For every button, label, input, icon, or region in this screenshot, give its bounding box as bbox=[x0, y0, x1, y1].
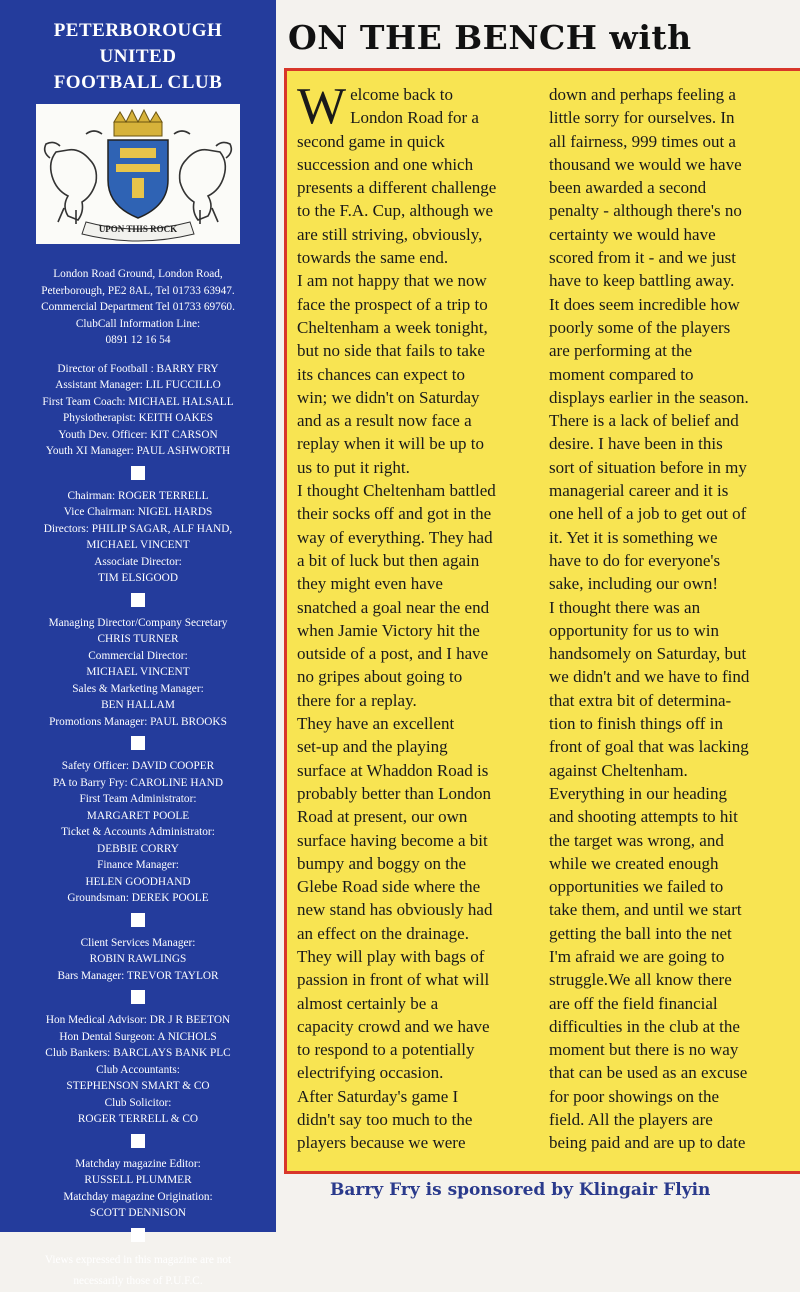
article-line: their socks off and got in the bbox=[297, 504, 492, 524]
advisors-line: ROGER TERRELL & CO bbox=[77, 1113, 199, 1125]
article-line: opportunities we failed to bbox=[549, 877, 724, 897]
article-line: sort of situation before in my bbox=[549, 457, 747, 477]
article-line: tion to finish things off in bbox=[549, 714, 723, 734]
article-line: its chances can expect to bbox=[297, 364, 466, 384]
admin-line: MARGARET POOLE bbox=[86, 809, 190, 822]
management-line: Promotions Manager: PAUL BROOKS bbox=[49, 715, 227, 728]
advisors-line: Club Accountants: bbox=[96, 1063, 180, 1076]
article-line: didn't say too much to the bbox=[297, 1110, 473, 1130]
admin-line: Ticket & Accounts Administrator: bbox=[61, 826, 215, 838]
management-line: Commercial Director: bbox=[88, 649, 188, 662]
advisors-line: Club Solicitor: bbox=[104, 1096, 172, 1109]
staff-line: Physiotherapist: KEITH OAKES bbox=[63, 412, 213, 424]
article-line: but no side that fails to take bbox=[297, 341, 485, 361]
advisors-list bbox=[0, 1012, 276, 1128]
board-line: Chairman: ROGER TERRELL bbox=[67, 489, 209, 502]
article-line: are still striving, obviously, bbox=[297, 224, 483, 244]
article-line: thousand we would we have bbox=[549, 154, 742, 174]
admin-line: Groundsman: DEREK POOLE bbox=[67, 892, 209, 904]
article-line: scored from it - and we just bbox=[549, 248, 736, 268]
article-line: against Cheltenham. bbox=[549, 760, 688, 780]
advisors-line: STEPHENSON SMART & CO bbox=[66, 1080, 210, 1092]
article-column-2 bbox=[549, 83, 800, 1155]
article-line: second game in quick bbox=[297, 131, 445, 151]
article-headline: ON THE BENCH with bbox=[288, 18, 692, 57]
article-line: have to do for everyone's bbox=[549, 550, 721, 570]
management-list bbox=[0, 615, 276, 731]
management-line: BEN HALLAM bbox=[101, 699, 175, 711]
article-line: Cheltenham a week tonight, bbox=[297, 317, 488, 337]
services-line: ROBIN RAWLINGS bbox=[89, 953, 187, 965]
advisors-line: Hon Medical Advisor: DR J R BEETON bbox=[45, 1014, 231, 1026]
article-line: succession and one which bbox=[297, 154, 474, 174]
article-line: opportunity for us to win bbox=[549, 620, 719, 640]
article-line: down and perhaps feeling a bbox=[549, 85, 736, 104]
club-name-line: UNITED bbox=[99, 46, 177, 67]
article-line: They have an excellent bbox=[297, 714, 455, 734]
article-line: front of goal that was lacking bbox=[549, 737, 749, 757]
article-line: that extra bit of determina- bbox=[549, 690, 732, 710]
advisors-line: Hon Dental Surgeon: A NICHOLS bbox=[59, 1030, 217, 1043]
article-line: towards the same end. bbox=[297, 248, 449, 268]
article-line: I am not happy that we now bbox=[297, 271, 487, 291]
article-line: to respond to a potentially bbox=[297, 1040, 475, 1060]
article-line: I'm afraid we are going to bbox=[549, 946, 725, 966]
management-line: Sales & Marketing Manager: bbox=[72, 682, 204, 695]
crest-icon bbox=[36, 104, 240, 244]
article-line: struggle.We all know there bbox=[549, 970, 732, 990]
management-line: CHRIS TURNER bbox=[97, 633, 179, 645]
separator-square bbox=[131, 990, 145, 1004]
article-line: handsomely on Saturday, but bbox=[549, 644, 747, 664]
services-line: Client Services Manager: bbox=[80, 936, 196, 949]
article-line: poorly some of the players bbox=[549, 317, 731, 337]
disclaimer bbox=[0, 1250, 276, 1292]
article-line: are off the field financial bbox=[549, 993, 718, 1013]
staff-list bbox=[0, 361, 276, 460]
board-line: MICHAEL VINCENT bbox=[86, 539, 190, 551]
club-crest bbox=[36, 104, 240, 244]
address-line: Commercial Department Tel 01733 69760. bbox=[41, 301, 235, 313]
article-line: little sorry for ourselves. In bbox=[549, 108, 735, 128]
article-column-1 bbox=[297, 78, 539, 1155]
article-line: passion in front of what will bbox=[297, 970, 490, 990]
article-line: and shooting attempts to hit bbox=[549, 807, 738, 827]
article-line: field. All the players are bbox=[549, 1110, 713, 1130]
article-line: They will play with bags of bbox=[297, 946, 485, 966]
article-line: sake, including our own! bbox=[549, 574, 719, 594]
board-line: Directors: PHILIP SAGAR, ALF HAND, bbox=[43, 522, 233, 535]
club-info-sidebar bbox=[0, 0, 276, 1287]
admin-line: First Team Administrator: bbox=[79, 793, 197, 805]
board-list bbox=[0, 488, 276, 587]
article-line: desire. I have been in this bbox=[549, 434, 723, 454]
article-panel bbox=[284, 68, 800, 1174]
admin-list bbox=[0, 758, 276, 907]
article-line: difficulties in the club at the bbox=[549, 1016, 740, 1036]
club-name-line: PETERBOROUGH bbox=[53, 20, 223, 41]
services-line: Bars Manager: TREVOR TAYLOR bbox=[57, 969, 219, 982]
club-address bbox=[0, 266, 276, 349]
article-line: Everything in our heading bbox=[549, 783, 727, 803]
admin-line: PA to Barry Fry: CAROLINE HAND bbox=[53, 776, 223, 789]
article-line: and as a result now face a bbox=[297, 411, 472, 431]
article-line: take them, and until we start bbox=[549, 900, 742, 920]
address-line: 0891 12 16 54 bbox=[105, 334, 171, 346]
magazine-line: Matchday magazine Origination: bbox=[63, 1190, 213, 1203]
article-line: when Jamie Victory hit the bbox=[297, 620, 480, 640]
separator-square bbox=[131, 466, 145, 480]
article-line: penalty - although there's no bbox=[549, 201, 742, 221]
article-line: After Saturday's game I bbox=[297, 1086, 459, 1106]
admin-line: DEBBIE CORRY bbox=[97, 842, 179, 855]
article-line: are performing at the bbox=[549, 341, 693, 361]
article-line: electrifying occasion. bbox=[297, 1063, 444, 1083]
article-line: certainty we would have bbox=[549, 224, 716, 244]
disclaimer-line: necessarily those of P.U.F.C. bbox=[73, 1274, 203, 1287]
staff-line: Director of Football : BARRY FRY bbox=[57, 362, 219, 375]
article-line: There is a lack of belief and bbox=[549, 411, 739, 431]
article-line: probably better than London bbox=[297, 783, 492, 803]
article-line: for poor showings on the bbox=[549, 1086, 719, 1106]
advisors-line: Club Bankers: BARCLAYS BANK PLC bbox=[45, 1047, 231, 1059]
article-line: been awarded a second bbox=[549, 178, 707, 198]
article-line: while we created enough bbox=[549, 853, 719, 873]
article-line: moment compared to bbox=[549, 364, 694, 384]
drop-cap: W bbox=[297, 78, 347, 135]
article-line: snatched a goal near the end bbox=[297, 597, 490, 617]
article-line: I thought Cheltenham battled bbox=[297, 481, 496, 501]
services-list bbox=[0, 935, 276, 985]
staff-line: Assistant Manager: LIL FUCCILLO bbox=[55, 379, 221, 391]
article-line: players because we were bbox=[297, 1133, 466, 1153]
article-line: I thought there was an bbox=[549, 597, 701, 617]
separator-square bbox=[131, 1134, 145, 1148]
article-line: it. Yet it is something we bbox=[549, 527, 718, 547]
article-line: all fairness, 999 times out a bbox=[549, 131, 736, 151]
article-line: presents a different challenge bbox=[297, 178, 497, 198]
club-name-line: FOOTBALL CLUB bbox=[53, 72, 223, 93]
management-line: Managing Director/Company Secretary bbox=[48, 616, 228, 629]
article-line: we didn't and we have to find bbox=[549, 667, 750, 687]
admin-line: HELEN GOODHAND bbox=[85, 875, 191, 888]
article-line: Glebe Road side where the bbox=[297, 877, 481, 897]
address-line: London Road Ground, London Road, bbox=[53, 268, 223, 280]
article-line: one hell of a job to get out of bbox=[549, 504, 747, 524]
article-line: a bit of luck but then again bbox=[297, 550, 480, 570]
article-line: new stand has obviously had bbox=[297, 900, 493, 920]
article-line: face the prospect of a trip to bbox=[297, 294, 488, 314]
article-line: almost certainly be a bbox=[297, 993, 439, 1013]
magazine-line: RUSSELL PLUMMER bbox=[84, 1174, 192, 1186]
article-line: being paid and are up to date bbox=[549, 1133, 746, 1153]
article-line: that can be used as an excuse bbox=[549, 1063, 748, 1083]
club-name bbox=[0, 18, 276, 96]
article-line: elcome back to bbox=[350, 85, 453, 104]
article-line: have to keep battling away. bbox=[549, 271, 735, 291]
staff-line: First Team Coach: MICHAEL HALSALL bbox=[42, 395, 234, 408]
article-line: replay when it will be up to bbox=[297, 434, 484, 454]
article-line: getting the ball into the net bbox=[549, 923, 732, 943]
board-line: Vice Chairman: NIGEL HARDS bbox=[63, 506, 213, 518]
sponsor-line: Barry Fry is sponsored by Klingair Flyin bbox=[330, 1180, 711, 1200]
address-line: ClubCall Information Line: bbox=[75, 317, 201, 330]
disclaimer-line: Views expressed in this magazine are not bbox=[44, 1253, 232, 1266]
article-line: bumpy and boggy on the bbox=[297, 853, 467, 873]
separator-square bbox=[131, 593, 145, 607]
article-line: set-up and the playing bbox=[297, 737, 448, 757]
magazine-credits bbox=[0, 1156, 276, 1222]
board-line: TIM ELSIGOOD bbox=[97, 572, 178, 584]
management-line: MICHAEL VINCENT bbox=[86, 666, 190, 678]
article-line: Road at present, our own bbox=[297, 807, 468, 827]
separator-square bbox=[131, 913, 145, 927]
admin-line: Safety Officer: DAVID COOPER bbox=[61, 760, 215, 772]
staff-line: Youth Dev. Officer: KIT CARSON bbox=[58, 428, 218, 441]
article-line: way of everything. They had bbox=[297, 527, 493, 547]
magazine-line: Matchday magazine Editor: bbox=[75, 1157, 201, 1170]
separator-square bbox=[131, 736, 145, 750]
article-line: they might even have bbox=[297, 574, 443, 594]
article-line: moment but there is no way bbox=[549, 1040, 739, 1060]
separator-square bbox=[131, 1228, 145, 1242]
article-line: there for a replay. bbox=[297, 690, 417, 710]
crest-motto: UPON THIS ROCK bbox=[98, 224, 178, 234]
article-line: win; we didn't on Saturday bbox=[297, 387, 480, 407]
article-line: us to put it right. bbox=[297, 457, 410, 477]
article-line: London Road for a bbox=[350, 108, 479, 128]
article-line: to the F.A. Cup, although we bbox=[297, 201, 494, 221]
board-line: Associate Director: bbox=[94, 555, 182, 568]
article-line: displays earlier in the season. bbox=[549, 387, 749, 407]
article-line: It does seem incredible how bbox=[549, 294, 740, 314]
article-line: surface having become a bit bbox=[297, 830, 488, 850]
article-line: capacity crowd and we have bbox=[297, 1016, 490, 1036]
article-line: surface at Whaddon Road is bbox=[297, 760, 489, 780]
address-line: Peterborough, PE2 8AL, Tel 01733 63947. bbox=[41, 284, 235, 297]
article-line: outside of a post, and I have bbox=[297, 644, 489, 664]
article-line: an effect on the drainage. bbox=[297, 923, 469, 943]
admin-line: Finance Manager: bbox=[97, 859, 179, 871]
article-line: no gripes about going to bbox=[297, 667, 463, 687]
article-line: the target was wrong, and bbox=[549, 830, 724, 850]
magazine-line: SCOTT DENNISON bbox=[89, 1207, 187, 1219]
article-line: managerial career and it is bbox=[549, 481, 729, 501]
staff-line: Youth XI Manager: PAUL ASHWORTH bbox=[45, 445, 231, 457]
